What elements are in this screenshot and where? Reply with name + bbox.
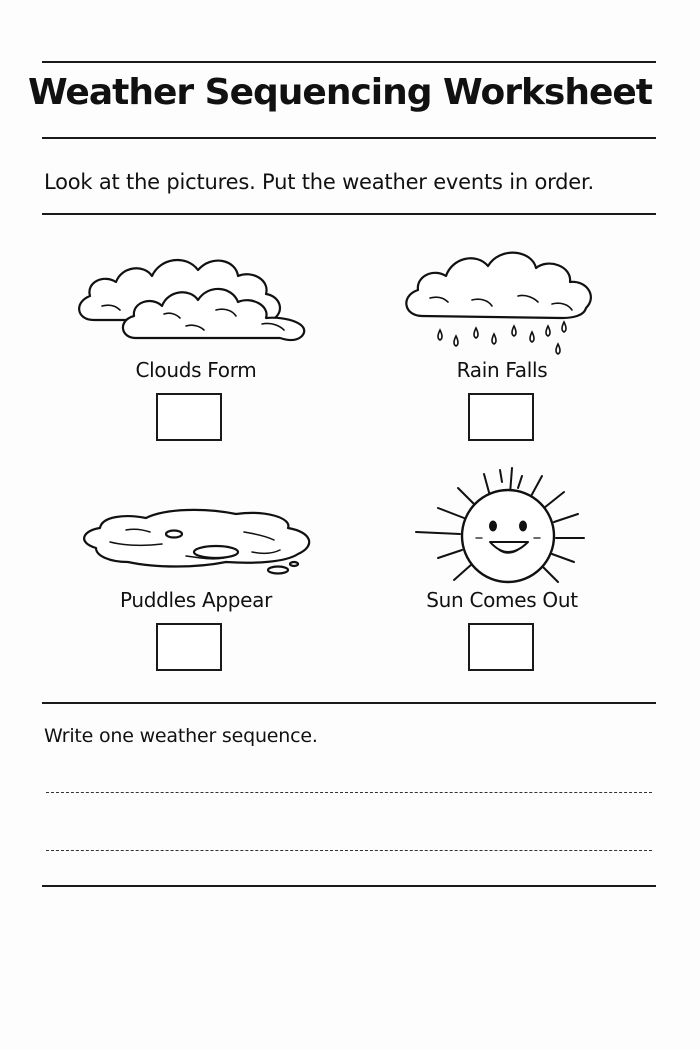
order-box-clouds-form[interactable] xyxy=(156,393,222,441)
title-rule xyxy=(42,137,656,139)
top-rule xyxy=(42,61,656,63)
cloud-icon xyxy=(66,240,326,350)
event-label: Puddles Appear xyxy=(119,588,273,612)
event-card-puddles-appear xyxy=(66,470,326,670)
writing-line-1[interactable] xyxy=(46,792,652,793)
write-prompt: Write one weather sequence. xyxy=(44,725,318,747)
event-card-clouds-form xyxy=(66,240,326,440)
order-box-puddles-appear[interactable] xyxy=(156,623,222,671)
rain-cloud-icon xyxy=(372,240,632,360)
event-label: Rain Falls xyxy=(456,358,548,382)
order-box-rain-falls[interactable] xyxy=(468,393,534,441)
event-label: Sun Comes Out xyxy=(426,588,578,612)
section-rule xyxy=(42,702,656,704)
event-label: Clouds Form xyxy=(135,358,257,382)
instruction-rule xyxy=(42,213,656,215)
writing-line-2[interactable] xyxy=(46,850,652,851)
instruction-text: Look at the pictures. Put the weather events in order. xyxy=(44,170,594,194)
smiling-sun-icon xyxy=(372,462,632,587)
bottom-rule xyxy=(42,885,656,887)
puddle-icon xyxy=(66,470,326,580)
page-title: Weather Sequencing Worksheet xyxy=(27,72,653,113)
event-card-rain-falls xyxy=(372,240,632,440)
order-box-sun-comes-out[interactable] xyxy=(468,623,534,671)
event-card-sun-comes-out xyxy=(372,462,632,662)
